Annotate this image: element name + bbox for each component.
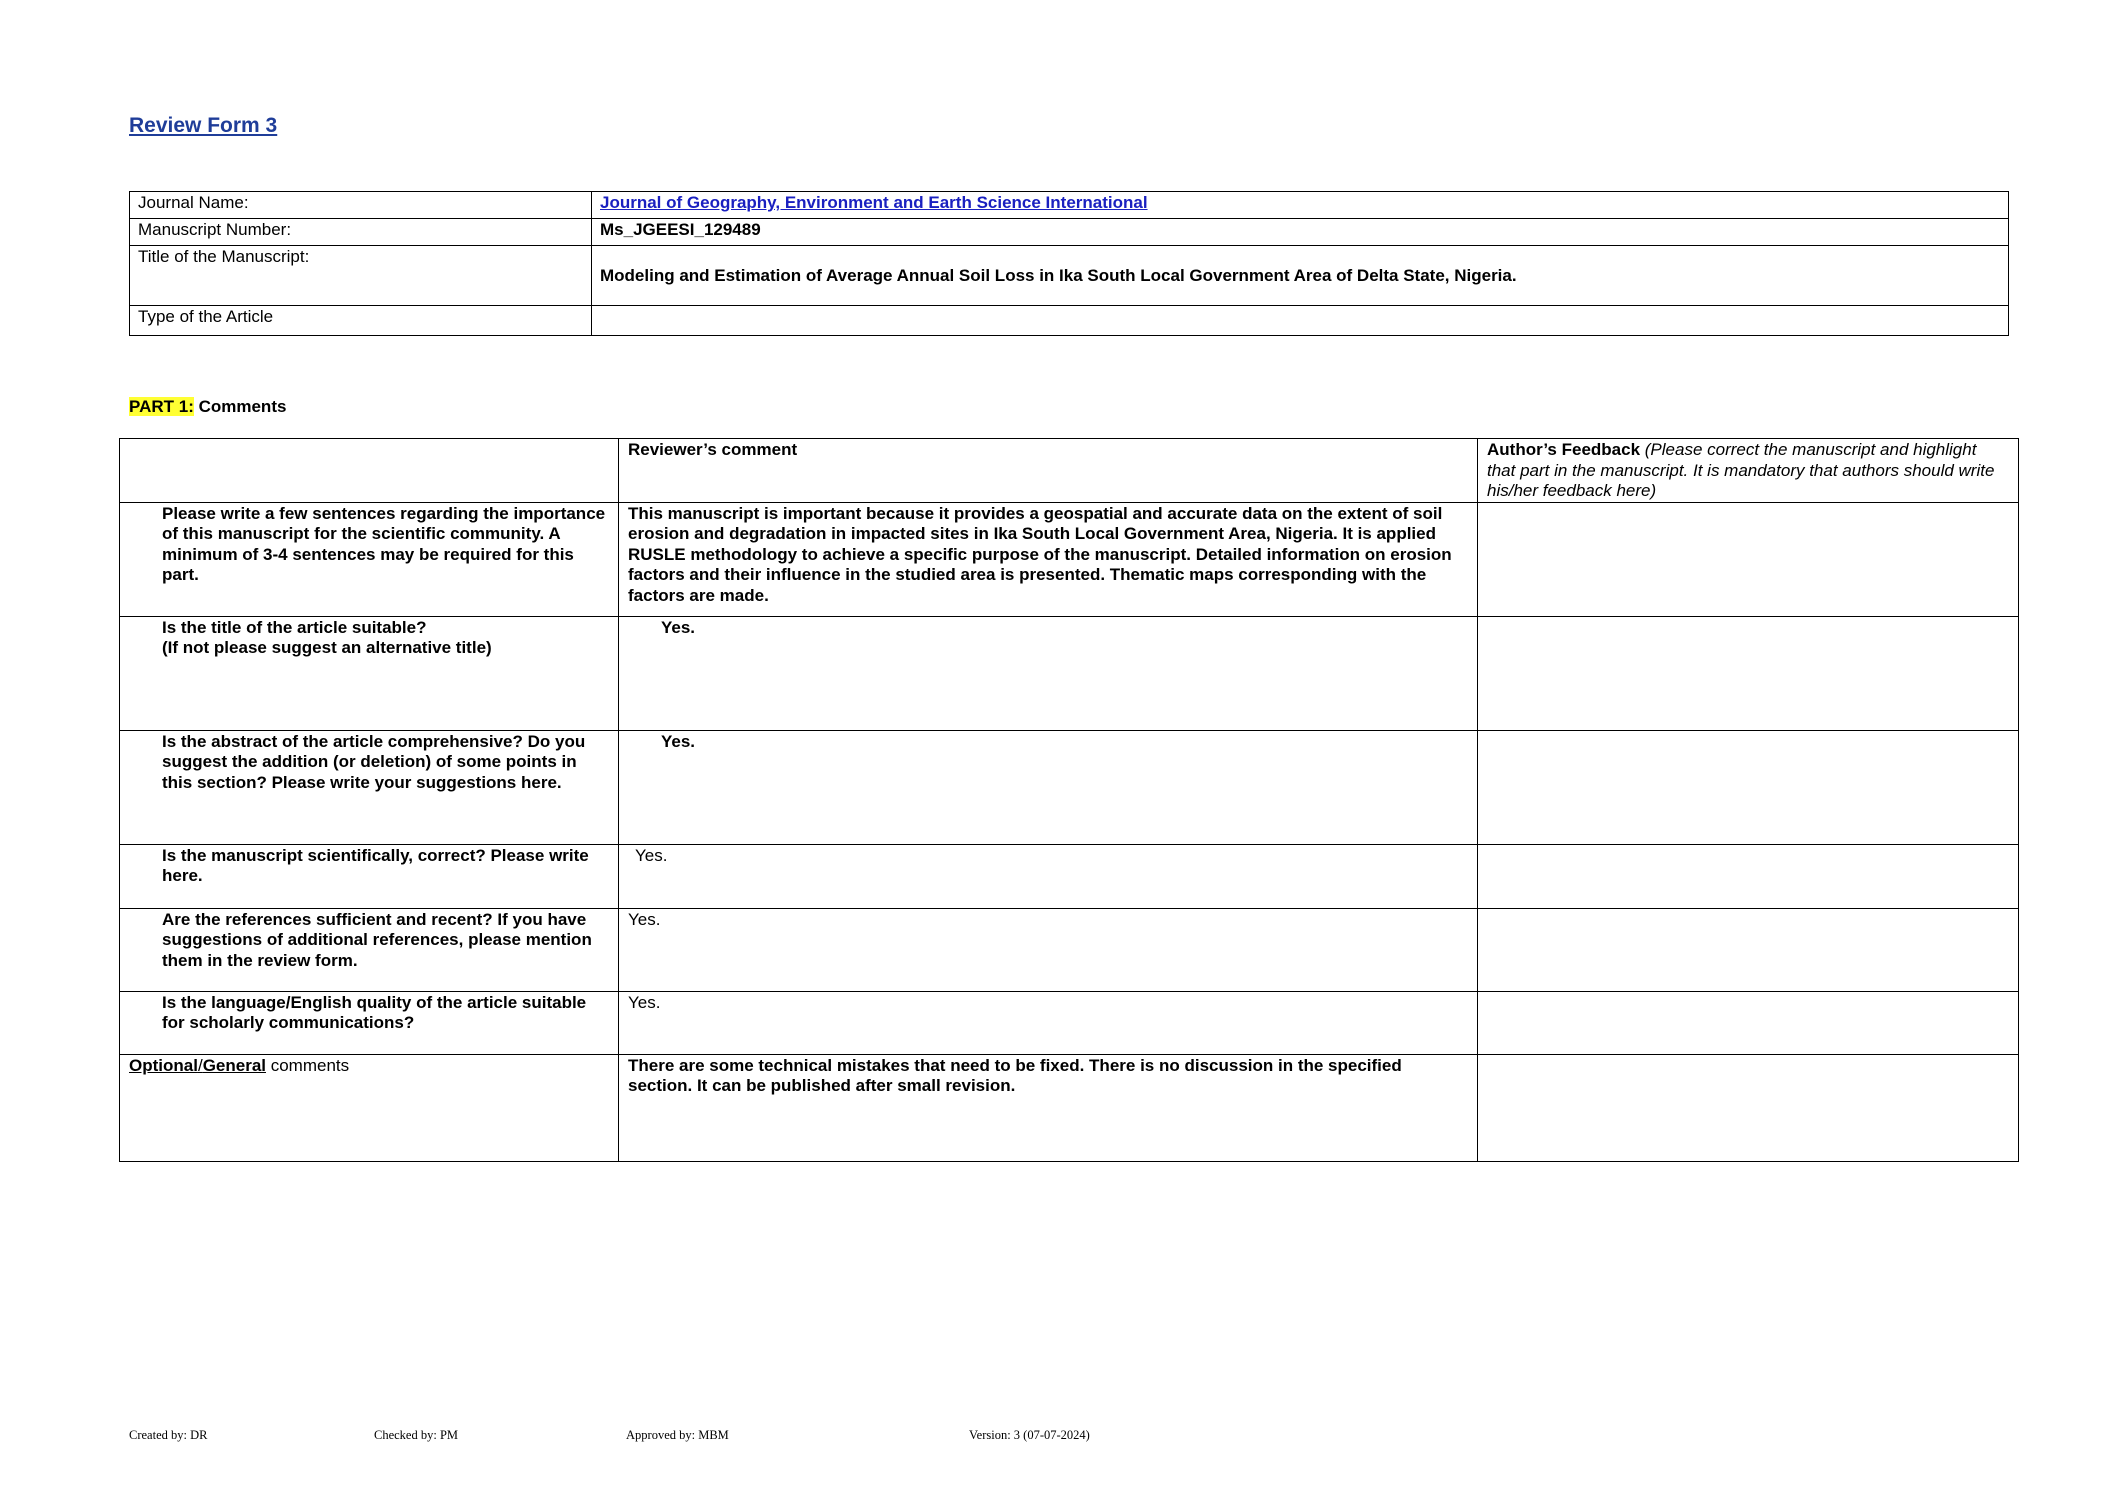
question-scientific: Is the manuscript scientifically, correct? Please write here. (120, 844, 619, 908)
info-row-manuscript (130, 219, 2009, 246)
answer-abstract: Yes. (619, 730, 1478, 844)
feedback-references[interactable] (1478, 908, 2019, 991)
answer-language: Yes. (619, 991, 1478, 1054)
answer-title: Yes. (619, 616, 1478, 730)
question-title-line1: Is the title of the article suitable? (162, 617, 427, 637)
header-empty-cell (120, 439, 619, 503)
footer-checked-by: Checked by: PM (374, 1428, 459, 1442)
manuscript-number-label: Manuscript Number: (130, 219, 592, 246)
question-abstract: Is the abstract of the article comprehensive? Do you suggest the addition (or deletion) of some points in this section? Please write your suggestions here. (120, 730, 619, 844)
general-word: General (202, 1055, 266, 1075)
feedback-importance[interactable] (1478, 502, 2019, 616)
question-language: Is the language/English quality of the article suitable for scholarly communications? (120, 991, 619, 1054)
part1-label: PART 1: (129, 397, 194, 416)
comment-row-title (120, 616, 2019, 730)
manuscript-title-label: Title of the Manuscript: (130, 246, 592, 306)
answer-references: Yes. (619, 908, 1478, 991)
question-title (120, 616, 619, 730)
feedback-title[interactable] (1478, 616, 2019, 730)
author-feedback-instruction: (Please correct the manuscript and highlight that part in the manuscript. It is mandatory that authors should write his/her feedback here) (1487, 440, 1995, 500)
comment-row-language (120, 991, 2019, 1054)
article-type-value (592, 306, 2009, 336)
answer-scientific: Yes. (619, 844, 1478, 908)
comments-word: comments (266, 1055, 350, 1075)
article-type-label: Type of the Article (130, 306, 592, 336)
journal-name-label: Journal Name: (130, 192, 592, 219)
part1-title: Comments (193, 397, 287, 416)
feedback-optional[interactable] (1478, 1054, 2019, 1161)
comments-table (119, 438, 2019, 1162)
info-row-journal (130, 192, 2009, 219)
journal-name-value (592, 192, 2009, 219)
footer-created-by: Created by: DR (129, 1428, 208, 1442)
question-references: Are the references sufficient and recent? If you have suggestions of additional references, please mention them in the review form. (120, 908, 619, 991)
comment-row-importance (120, 502, 2019, 616)
feedback-scientific[interactable] (1478, 844, 2019, 908)
answer-importance: This manuscript is important because it provides a geospatial and accurate data on the extent of soil erosion and degradation in impacted sites in Ika South Local Government Area, Nigeria. It is applied RUSLE methodology to achieve a specific purpose of the manuscript. Detailed information on erosion factors and their influence in the studied area is presented. Thematic maps corresponding with the factors are made. (619, 502, 1478, 616)
comment-row-scientific (120, 844, 2019, 908)
comment-row-references (120, 908, 2019, 991)
part1-heading (129, 397, 286, 417)
reviewer-comment-header: Reviewer’s comment (619, 439, 1478, 503)
info-row-title (130, 246, 2009, 306)
comment-row-optional (120, 1054, 2019, 1161)
question-title-line2: (If not please suggest an alternative title) (162, 638, 492, 657)
optional-word: Optional (129, 1055, 198, 1075)
feedback-language[interactable] (1478, 991, 2019, 1054)
comment-row-abstract (120, 730, 2019, 844)
page-title: Review Form 3 (129, 114, 278, 137)
footer-approved-by: Approved by: MBM (626, 1428, 729, 1442)
question-importance: Please write a few sentences regarding the importance of this manuscript for the scientific community. A minimum of 3-4 sentences may be required for this part. (120, 502, 619, 616)
comments-header-row (120, 439, 2019, 503)
author-feedback-header (1478, 439, 2019, 503)
manuscript-title-value: Modeling and Estimation of Average Annual Soil Loss in Ika South Local Government Area of Delta State, Nigeria. (592, 246, 2009, 306)
footer-version: Version: 3 (07-07-2024) (969, 1428, 1090, 1442)
manuscript-number-value: Ms_JGEESI_129489 (592, 219, 2009, 246)
info-row-type (130, 306, 2009, 336)
answer-optional: There are some technical mistakes that need to be fixed. There is no discussion in the specified section. It can be published after small revision. (619, 1054, 1478, 1161)
optional-slash: / (197, 1055, 203, 1075)
feedback-abstract[interactable] (1478, 730, 2019, 844)
manuscript-info-table (129, 191, 2009, 336)
optional-general-label (120, 1054, 619, 1161)
author-feedback-title: Author’s Feedback (1487, 440, 1641, 459)
journal-link[interactable]: Journal of Geography, Environment and Earth Science International (600, 193, 1148, 212)
